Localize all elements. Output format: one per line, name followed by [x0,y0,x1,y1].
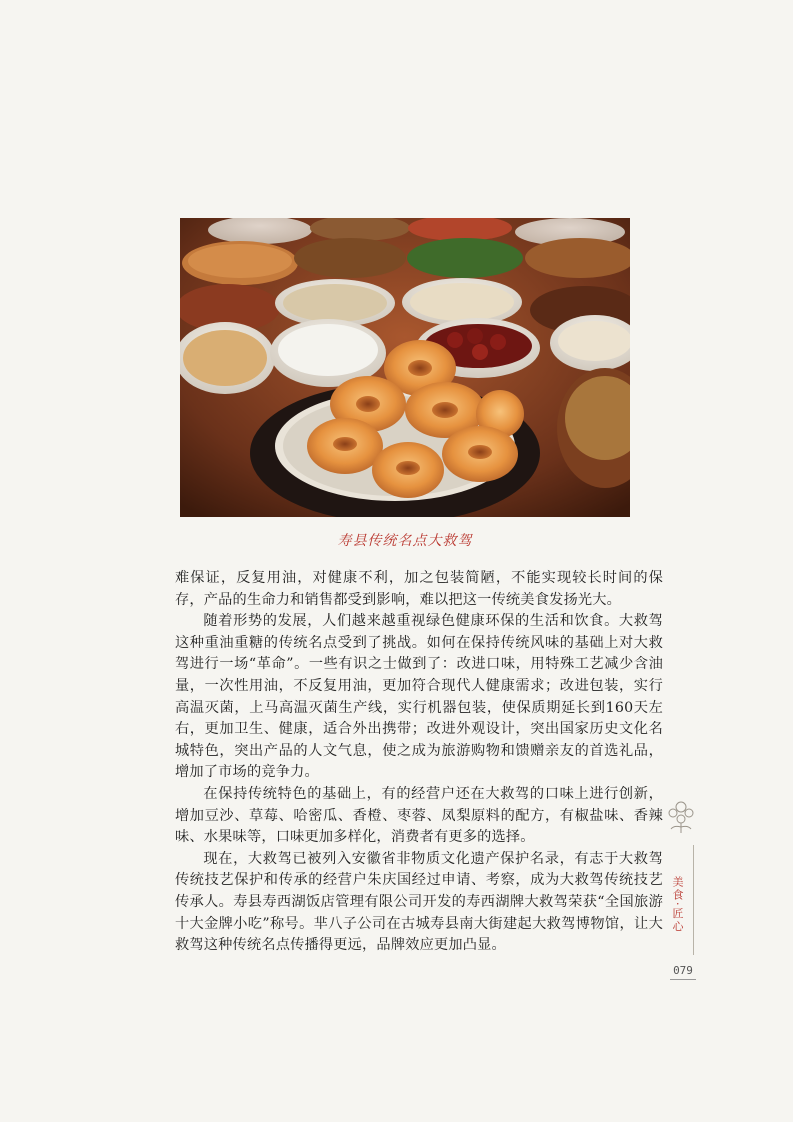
figure-caption: 寿县传统名点大救驾 [337,533,473,549]
pastry-photo [180,218,630,517]
side-divider [693,845,694,955]
paragraph-1: 难保证，反复用油，对健康不利，加之包装简陋，不能实现较长时间的保存，产品的生命力和销售都受到影响，难以把这一传统美食发扬光大。 [175,570,663,608]
article-body [175,568,663,957]
floral-ornament-icon [664,795,698,835]
pastry-photo-illustration [180,218,630,517]
paragraph-2: 随着形势的发展，人们越来越重视绿色健康环保的生活和饮食。大救驾这种重油重糖的传统名点受到了挑战。如何在保持传统风味的基础上对大救驾进行一场“革命”。一些有识之士做到了：改进口味，用特殊工艺减少含油量，一次性用油，不反复用油，更加符合现代人健康需求；改进包装，实行高温灭菌，上马高温灭菌生产线，实行机器包装，使保质期延长到160天左右，更加卫生、健康，适合外出携带；改进外观设计，突出国家历史文化名城特色，突出产品的人文气息，使之成为旅游购物和馈赠亲友的首选礼品，增加了市场的竞争力。 [175,613,663,781]
paragraph-3: 在保持传统特色的基础上，有的经营户还在大救驾的口味上进行创新，增加豆沙、草莓、哈密瓜、香橙、枣蓉、凤梨原料的配方，有椒盐味、香辣味、水果味等，口味更加多样化，消费者有更多的选择。 [175,785,663,846]
page-number: 079 [670,963,696,980]
section-tag: 美食·匠心 [671,876,684,934]
paragraph-4: 现在，大救驾已被列入安徽省非物质文化遗产保护名录，有志于大救驾传统技艺保护和传承的经营户朱庆国经过申请、考察，成为大救驾传统技艺传承人。寿县寿西湖饭店管理有限公司开发的寿西湖牌大救驾荣获“全国旅游十大金牌小吃”称号。芈八子公司在古城寿县南大街建起大救驾博物馆，让大救驾这种传统名点传播得更远，品牌效应更加凸显。 [175,850,663,954]
